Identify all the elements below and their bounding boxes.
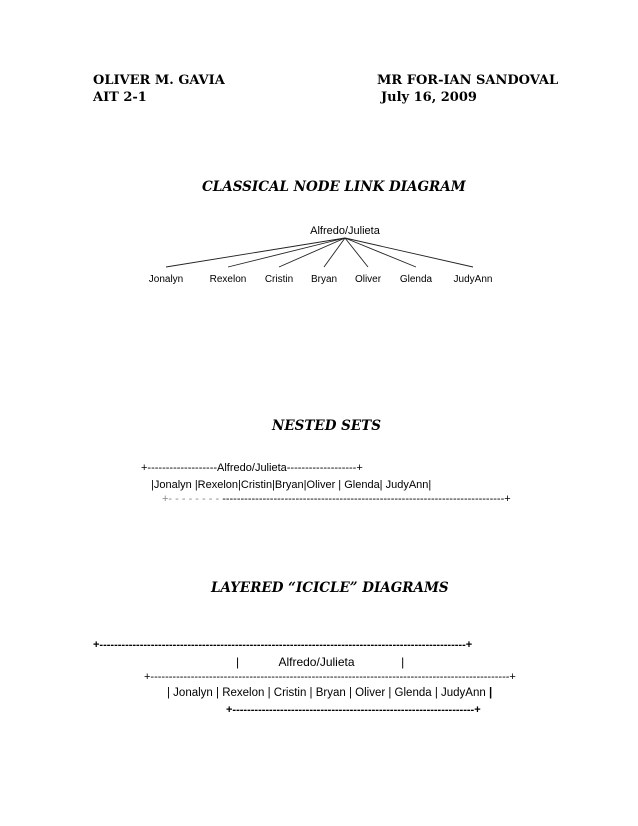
nested-sets-root-label: Alfredo/Julieta [217,462,287,474]
icicle-children-labels: | Jonalyn | Rexelon | Cristin | Bryan | Oliver | Glenda | JudyAnn [167,687,489,699]
nested-sets-line-3 [162,493,545,505]
node-oliver: Oliver [354,274,382,285]
icicle-root-row: | Alfredo/Julieta | [236,655,405,669]
date-label: July 16, 2009 [381,90,477,105]
nested-sets-line-1-end: -------------------+ [286,462,363,474]
node-glenda: Glenda [399,274,433,285]
node-rexelon: Rexelon [209,274,247,285]
node-cristin: Cristin [264,274,294,285]
nested-sets-line-2: |Jonalyn |Rexelon|Cristin|Bryan|Oliver | Glenda| JudyAnn| [151,479,432,491]
nested-sets-line-3-start: +- - - - - - - - [162,493,223,505]
node-link-title: CLASSICAL NODE LINK DIAGRAM [202,179,466,195]
nested-sets-title: NESTED SETS [272,418,381,434]
icicle-bottom-border: +------------------------------------------------------------------+ [226,704,481,716]
edge-cristin [279,238,345,267]
edge-glenda [345,238,416,267]
icicle-children-row-end: | [488,687,493,699]
icicle-title: LAYERED “ICICLE” DIAGRAMS [211,580,449,596]
node-jonalyn: Jonalyn [148,274,184,285]
icicle-children-row [167,687,492,699]
node-bryan: Bryan [310,274,338,285]
nested-sets-line-1-start: +------------------- [141,462,218,474]
edge-jonalyn [166,238,345,267]
instructor-name: MR FOR-IAN SANDOVAL [377,73,559,88]
section-label: AIT 2-1 [93,90,147,105]
icicle-middle-border: +--------------------------------------------------------------------------------------------------+ [144,671,516,683]
node-judyann: JudyAnn [453,274,493,285]
node-root: Alfredo/Julieta [310,225,380,237]
student-name: OLIVER M. GAVIA [93,73,225,88]
nested-sets-line-1 [141,462,363,474]
icicle-top-border: +----------------------------------------------------------------------------------------------------+ [93,639,473,651]
nested-sets-line-3-end: -----------------------------------------------------------------------------+ [222,493,511,505]
